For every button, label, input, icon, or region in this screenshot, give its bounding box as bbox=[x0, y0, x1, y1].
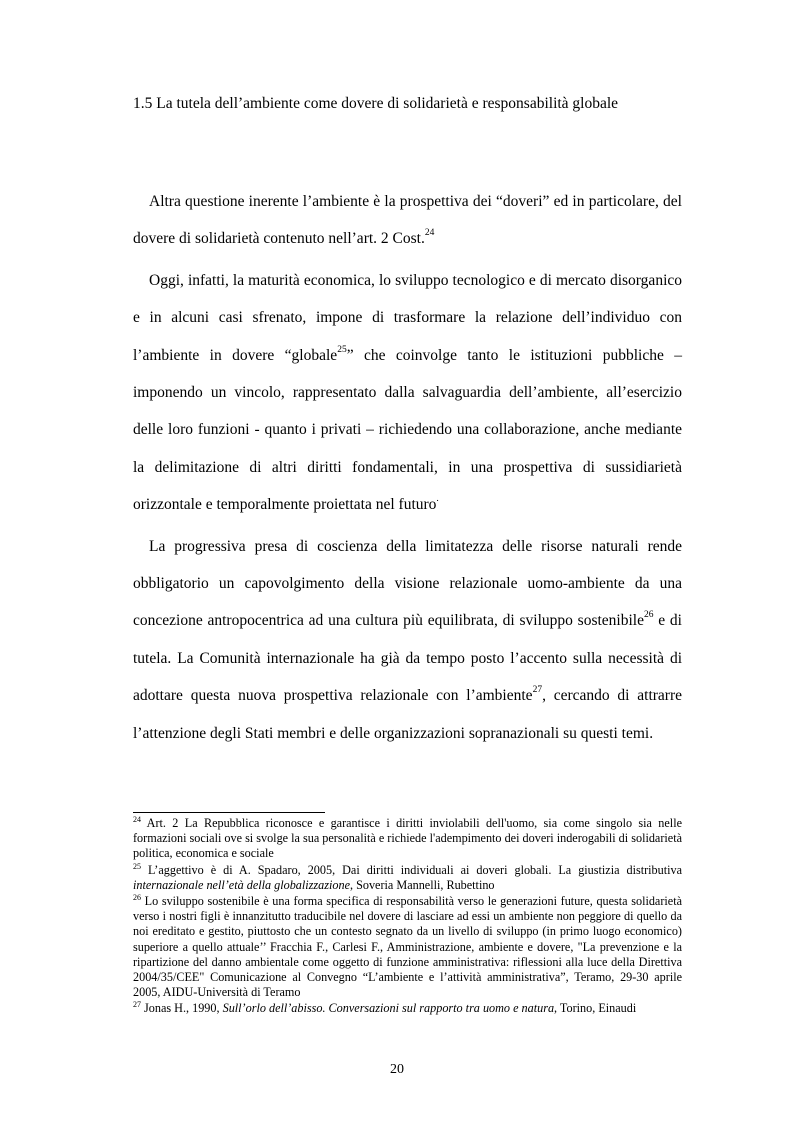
footnote-text: Lo sviluppo sostenibile è una forma specifica di responsabilità verso le generazioni future, questa solidarietà verso i nostri figli è innanzitutto traducibile nel dovere di lasciare ad essi un ambiente non peggiore di quello da noi ereditato e gestito, piuttosto che un contesto segnato da un livello di sviluppo (in primo luogo economico) superiore a quello attuale’’ Fracchia F., Carlesi F., Amministrazione, ambiente e dovere, "La prevenzione e la ripartizione del danno ambientale come oggetto di funzione amministrativa: riflessioni alla luce della Direttiva 2004/35/CEE" Comunicazione al Convegno “L’ambiente e l’attività amministrativa”, Teramo, 29-30 aprile 2005, AIDU-Università di Teramo bbox=[133, 894, 682, 1000]
paragraph bbox=[133, 262, 682, 524]
footnote-ref: 25 bbox=[337, 344, 347, 355]
paragraph-text: ” che coinvolge tanto le istituzioni pubbliche – imponendo un vincolo, rappresentato dalla salvaguardia dell’ambiente, all’esercizio delle loro funzioni - quanto i privati – richiedendo una collaborazione, anche mediante la delimitazione di altri diritti fondamentali, in una prospettiva di sussidiarietà orizzontale e temporalmente proiettata nel futuro bbox=[133, 346, 682, 514]
footnotes bbox=[133, 816, 682, 1018]
footnote-number: 25 bbox=[133, 861, 141, 871]
footnote bbox=[133, 816, 682, 862]
footnote-text: Art. 2 La Repubblica riconosce e garantisce i diritti inviolabili dell'uomo, sia come singolo sia nelle formazioni sociali ove si svolge la sua personalità e richiede l'adempimento dei doveri inderogabili di solidarietà politica, economica e sociale bbox=[133, 816, 682, 861]
footnote-italic: internazionale nell’età della globalizzazione bbox=[133, 877, 350, 892]
footnote-text: L’aggettivo è di A. Spadaro, 2005, Dai diritti individuali ai doveri globali. La giustizia distributiva bbox=[141, 862, 682, 877]
footnote bbox=[133, 1001, 682, 1016]
body-text bbox=[133, 183, 682, 752]
section-heading: 1.5 La tutela dell’ambiente come dovere di solidarietà e responsabilità globale bbox=[133, 95, 619, 112]
paragraph-text: , cercando di attrarre l’attenzione degli Stati membri e delle organizzazioni sopranazionali su questi temi. bbox=[133, 687, 682, 742]
footnote bbox=[133, 863, 682, 893]
paragraph-text: La progressiva presa di coscienza della limitatezza delle risorse naturali rende obbligatorio un capovolgimento della visione relazionale uomo-ambiente da una concezione antropocentrica ad una cultura più equilibrata, di sviluppo sostenibile bbox=[133, 537, 682, 630]
footnote-ref: . bbox=[436, 494, 439, 505]
paragraph-text: Altra questione inerente l’ambiente è la prospettiva dei “doveri” ed in particolare, del dovere di solidarietà contenuto nell’art. 2 Cost. bbox=[133, 193, 682, 248]
paragraph-text: e di tutela. La Comunità internazionale ha già da tempo posto l’accento sulla necessità di adottare questa nuova prospettiva relazionale con l’ambiente bbox=[133, 612, 682, 705]
footnote-italic: Sull’orlo dell’abisso. Conversazioni sul rapporto tra uomo e natura bbox=[222, 1001, 555, 1016]
footnote bbox=[133, 894, 682, 1000]
footnote-ref: 27 bbox=[532, 685, 543, 696]
footnote-divider bbox=[133, 812, 325, 813]
footnote-ref: 24 bbox=[424, 228, 435, 239]
paragraph bbox=[133, 183, 682, 258]
footnote-tail: , Torino, Einaudi bbox=[554, 1001, 637, 1016]
footnote-number: 27 bbox=[133, 1000, 141, 1010]
footnote-ref: 26 bbox=[643, 610, 654, 621]
paragraph-text: Oggi, infatti, la maturità economica, lo sviluppo tecnologico e di mercato disorganico e in alcuni casi sfrenato, impone di trasformare la relazione dell’individuo con l’ambiente in dovere “globale bbox=[133, 271, 682, 364]
paragraph bbox=[133, 528, 682, 752]
footnote-tail: , Soveria Mannelli, Rubettino bbox=[349, 877, 495, 892]
page-number: 20 bbox=[390, 1062, 404, 1077]
footnote-text: Jonas H., 1990, bbox=[141, 1001, 223, 1016]
footnote-number: 24 bbox=[133, 815, 141, 824]
footnote-number: 26 bbox=[133, 893, 141, 903]
